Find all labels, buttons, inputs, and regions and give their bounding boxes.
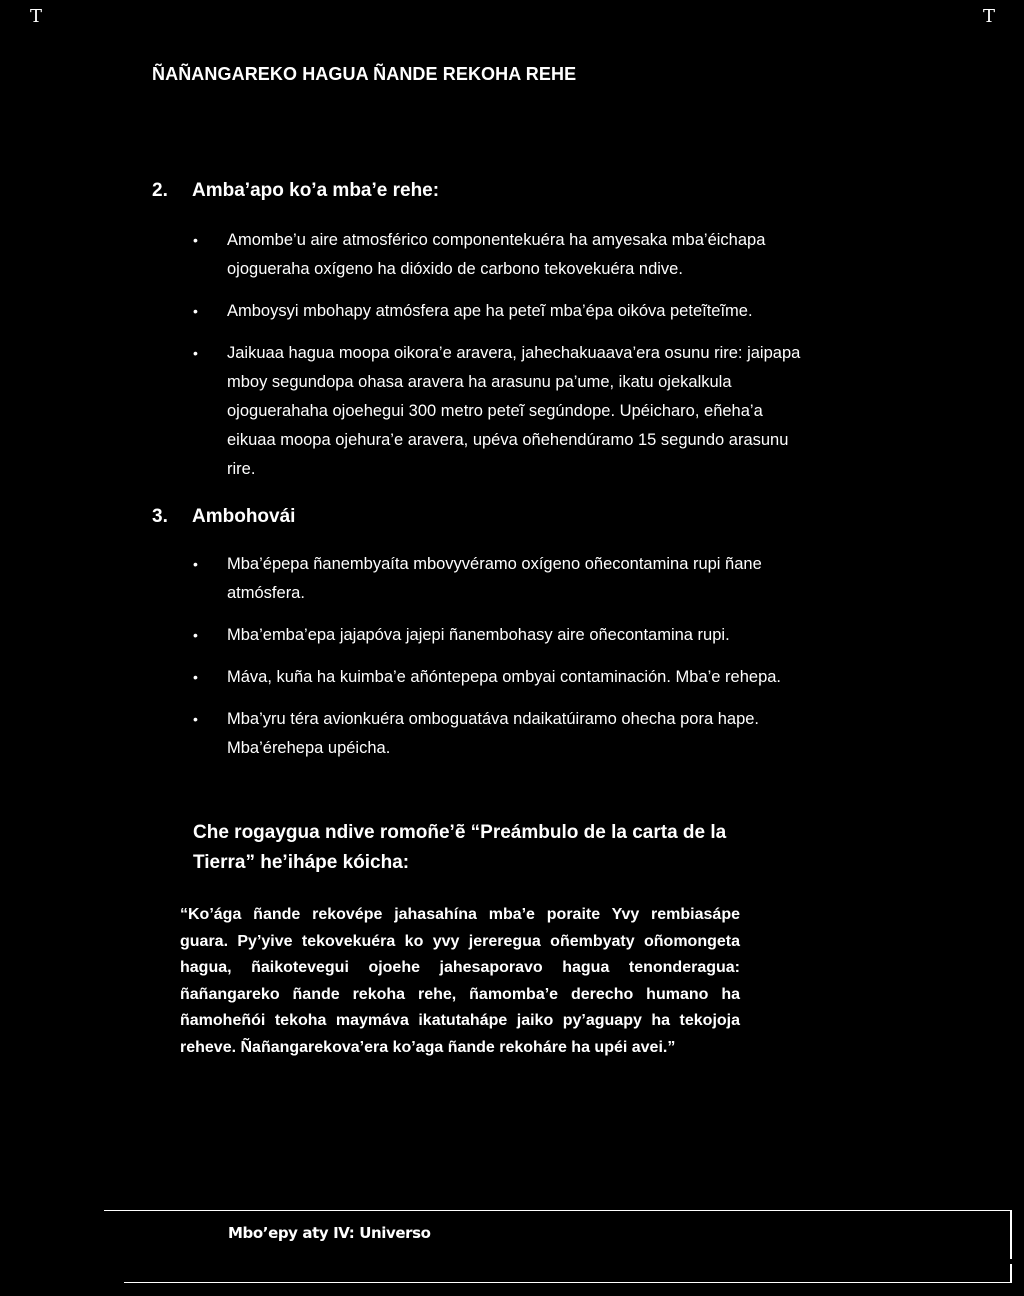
list-item bbox=[193, 663, 813, 692]
list-item bbox=[193, 297, 813, 326]
section-3-number: 3. bbox=[152, 506, 168, 527]
section-2-heading bbox=[152, 180, 439, 202]
page-header: ÑAÑANGAREKO HAGUA ÑANDE REKOHA REHE bbox=[152, 64, 577, 84]
list-item-text: Mba’emba’epa jajapóva jajepi ñanembohasy aire oñecontamina rupi. bbox=[227, 626, 730, 644]
list-item-text: Jaikuaa hagua moopa oikora’e aravera, jahechakuaava’era osunu rire: jaipapa mboy segundopa ohasa aravera ha arasunu pa’ume, ikatu ojekalkula ojoguerahaha ojoehegui 300 metro peteĩ segúndope. Upéicharo, eñeha’a eikuaa moopa ojehura’e aravera, upéva oñehendúramo 15 segundo arasunu rire. bbox=[227, 344, 801, 478]
list-item bbox=[193, 705, 813, 763]
footer-corner-mark bbox=[988, 1264, 1012, 1283]
list-item-text: Máva, kuña ha kuimba’e añóntepepa ombyai contaminación. Mba’e rehepa. bbox=[227, 668, 782, 686]
section-3-title: Ambohovái bbox=[192, 506, 296, 527]
bullet-icon: • bbox=[193, 627, 198, 643]
quote-block: “Ko’ága ñande rekovépe jahasahína mba’e poraite Yvy rembiasápe guara. Py’yive tekovekuéra ko yvy jereregua oñembyaty oñomongeta hagua, ñaikotevegui ojoehe jahesaporavo hagua tenonderagua: ñañangareko ñande rekoha rehe, ñamomba’e derecho humano ha ñamoheñói tekoha maymáva ikatutahápe jaiko py’aguapy ha tekojoja reheve. Ñañangarekova’era ko’aga ñande rekohárе ha upéi avei.” bbox=[180, 906, 740, 1056]
list-item bbox=[193, 339, 813, 484]
crop-mark-right: T bbox=[983, 6, 996, 27]
list-item-text: Amboysyi mbohapy atmósfera ape ha peteĩ mba’épa oikóva peteĩteĩme. bbox=[227, 302, 753, 320]
bullet-icon: • bbox=[193, 556, 198, 572]
bullet-icon: • bbox=[193, 232, 198, 248]
bullet-icon: • bbox=[193, 303, 198, 319]
list-item-text: Amombe’u aire atmosférico componentekuéra ha amyesaka mba’éichapa ojogueraha oxígeno ha dióxido de carbono tekovekuéra ndive. bbox=[227, 231, 766, 278]
bullet-icon: • bbox=[193, 711, 198, 727]
section-2-title: Amba’apo ko’a mba’e rehe: bbox=[192, 180, 440, 201]
section-3-list bbox=[193, 550, 813, 763]
section-2-number: 2. bbox=[152, 180, 168, 201]
list-item bbox=[193, 226, 813, 284]
crop-mark-left: T bbox=[30, 6, 43, 27]
list-item-text: Mba’épepa ñanembyaíta mbovyvéramo oxígeno oñecontamina rupi ñane atmósfera. bbox=[227, 555, 762, 602]
quote-intro: Che rogaygua ndive romoñe’ẽ “Preámbulo de la carta de la Tierra” he’iháрe kóicha: bbox=[193, 822, 727, 873]
bullet-icon: • bbox=[193, 345, 198, 361]
list-item bbox=[193, 621, 813, 650]
bullet-icon: • bbox=[193, 669, 198, 685]
footer-divider bbox=[124, 1282, 990, 1283]
section-2-list bbox=[193, 226, 813, 484]
list-item-text: Mba’yru téra avionkuéra omboguatáva ndaikatúiramo ohecha pora hape. Mba’érehepa upéicha. bbox=[227, 710, 760, 757]
section-3-heading bbox=[152, 506, 295, 528]
footer-label: Mbo’epy aty IV: Universo bbox=[228, 1224, 431, 1242]
list-item bbox=[193, 550, 813, 608]
